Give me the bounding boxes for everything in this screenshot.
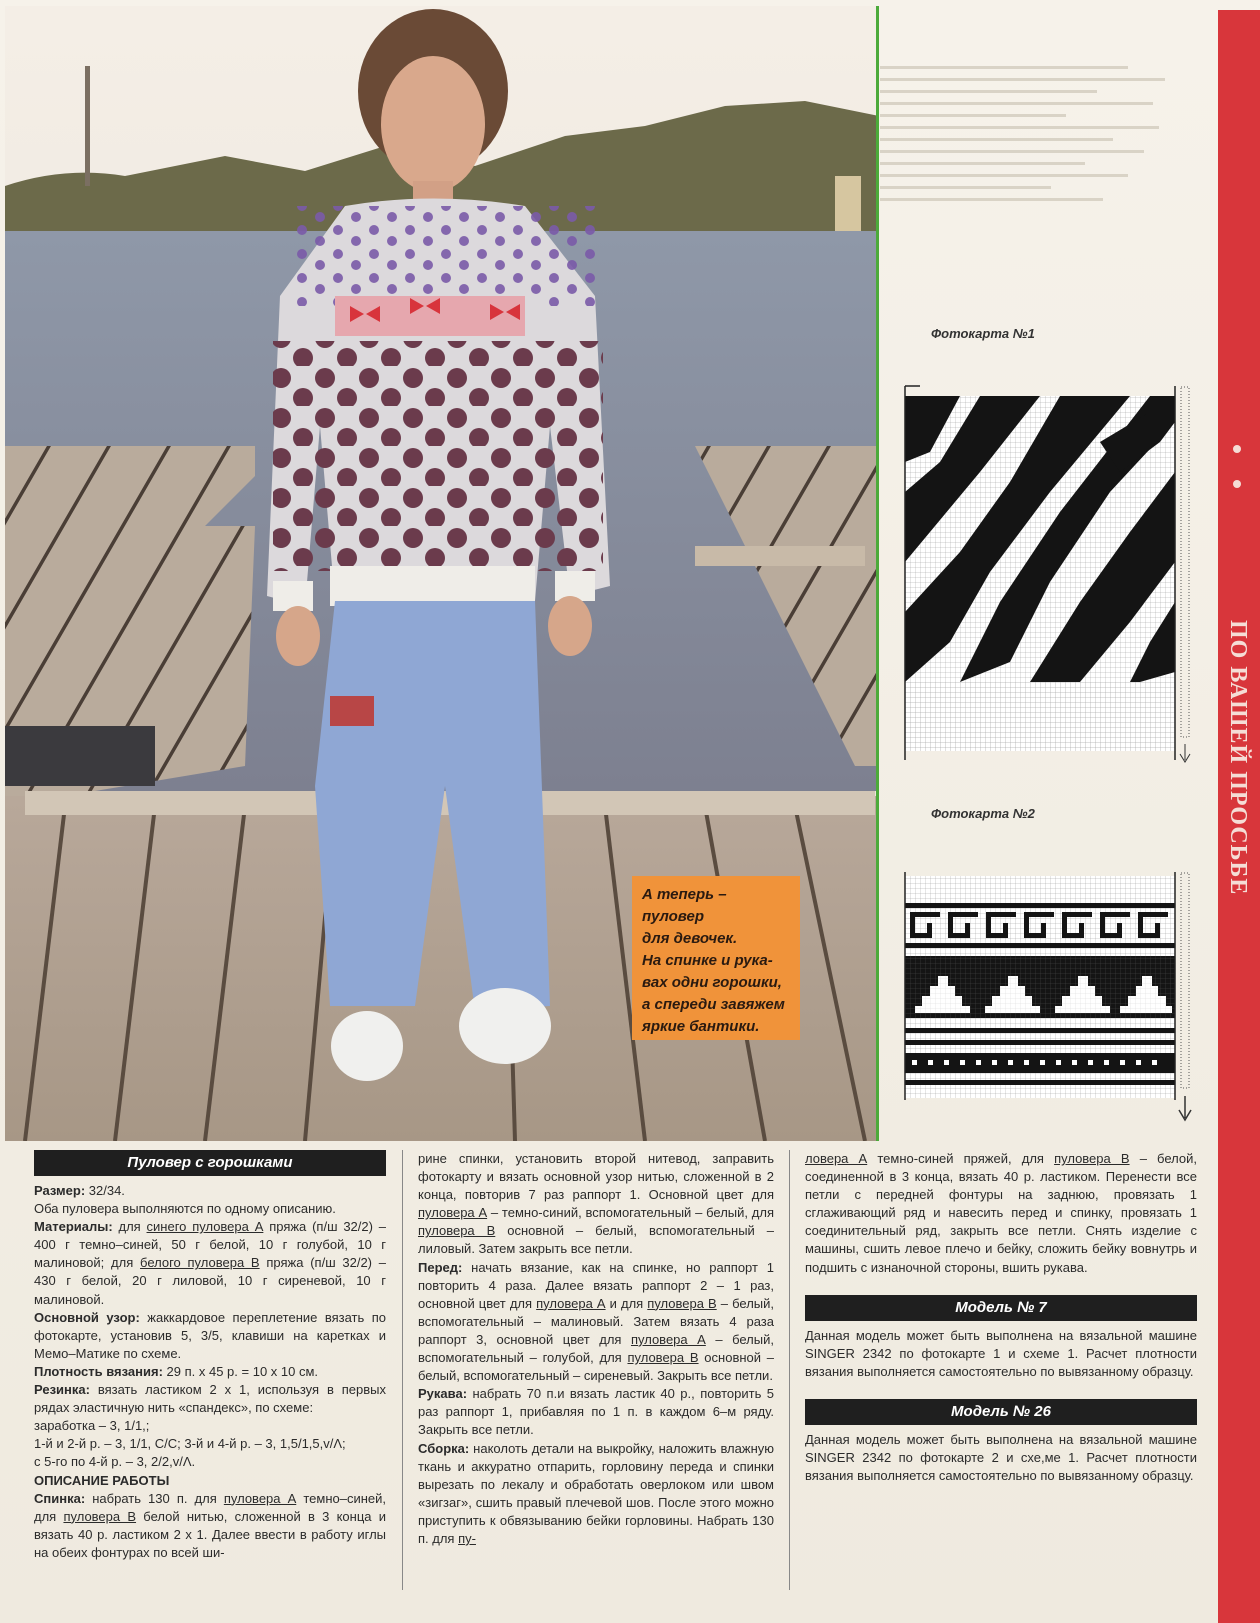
column-divider: [402, 1150, 403, 1590]
front-link: пуловера А: [630, 1331, 706, 1347]
back-text: набрать 130 п. для: [85, 1490, 224, 1506]
text-column-3: [805, 1150, 1197, 1485]
materials-link: синего пуловера А: [146, 1219, 264, 1235]
front-label: Перед:: [418, 1259, 463, 1275]
bleed-through-text: [880, 60, 1190, 210]
front-text: и для: [605, 1295, 648, 1311]
body-text: – темно-синий, вспомогательный – белый, для: [487, 1205, 774, 1221]
rib-label: Резинка:: [34, 1382, 90, 1398]
body-text: основной – белый, вспомогательный – лиловый. Затем закрыть все петли.: [418, 1223, 774, 1257]
pattern-label: Основной узор:: [34, 1309, 140, 1325]
photo-caption-callout: [632, 876, 800, 1040]
front-text: начать вязание, как на спинке, но раппорт 1 повторить 4 раза. Далее вязать раппорт 2 – 1 раз, основной цвет для: [418, 1259, 774, 1311]
rib-text: вязать ластиком 2 х 1, используя в первых рядах эластичную нить «спандекс», по схеме:: [34, 1382, 386, 1416]
rib-scheme-line: с 5-го по 4-й р. – 3, 2/2,v/Λ.: [34, 1454, 196, 1470]
front-link: пуловера В: [627, 1350, 699, 1366]
chart2-title: Фотокарта №2: [931, 806, 1035, 821]
assembly-text: наколоть детали на выкройку, наложить влажную ткань и аккуратно отпарить, горловину переда и спинки вырезать по лекалу и обработать оверлоком или швом «зигзаг», сшить правый плечевой шов. После этого можно приступить к обвязыванию бейки горловины. Набрать 130 п. для: [418, 1440, 774, 1546]
materials-text: пряжа (п/ш 32/2) – 400 г темно–синей, 50 г белой, 10 г голубой, 10 г малиновой; для: [34, 1219, 387, 1271]
body-text: темно-синей пряжей, для: [867, 1151, 1055, 1166]
work-header: ОПИСАНИЕ РАБОТЫ: [34, 1472, 170, 1488]
size-label: Размер:: [34, 1183, 86, 1198]
section-tab-label: ПО ВАШЕЙ ПРОСЬБЕ: [1225, 620, 1251, 896]
callout-line: вах одни горошки,: [642, 974, 782, 991]
size-value: 32/34.: [85, 1183, 125, 1198]
callout-line: для девочек.: [642, 930, 738, 947]
model26-title: Модель № 26: [805, 1399, 1197, 1425]
callout-line: На спинке и рука-: [642, 952, 773, 969]
density-text: 29 п. х 45 р. = 10 х 10 см.: [162, 1363, 319, 1379]
materials-label: Материалы:: [34, 1219, 113, 1235]
front-text: – белый, вспомогательный – малиновый. Затем вязать 4 раза раппорт 3, основной цвет для: [418, 1295, 774, 1347]
back-text: белой нитью, сложенной в 3 конца и вязать 40 р. ластиком 2 х 1. Далее ввести в работу иглы на обеих фонтурах по всей ши-: [34, 1508, 387, 1560]
materials-text: для: [112, 1219, 147, 1235]
section-side-tab: [1218, 10, 1260, 1623]
tab-dot: [1233, 445, 1241, 453]
back-link: пуловера В: [63, 1508, 137, 1524]
callout-line: А теперь – пуловер: [642, 886, 727, 925]
knitting-chart-1: [900, 382, 1200, 777]
front-link: пуловера А: [536, 1295, 606, 1311]
body-link: ловера А: [805, 1151, 868, 1166]
model26-text: Данная модель может быть выполнена на вязальной машине SINGER 2342 по фотокарте 2 и схе,ме 1. Расчет плотности вязания выполняется самостоятельно по вывязанному образцу.: [805, 1431, 1197, 1484]
callout-line: а спереди завяжем: [642, 996, 785, 1013]
text-column-1: [34, 1150, 386, 1562]
chart1-title: Фотокарта №1: [931, 326, 1035, 341]
body-text: – белой, соединенной в 3 конца, вязать 40 р. ластиком. Перенести все петли с передней фонтуры на заднюю, провязать 1 сглаживающий ряд и навесить перед и спинку, провязать 1 соединительный ряд, закрыть все петли. Снять изделие с машины, сшить левое плечо и бейку, сложить бейку вовнутрь и подшить с изнаночной стороны, вшить рукава.: [805, 1151, 1197, 1275]
body-link: пуловера В: [1054, 1151, 1130, 1166]
assembly-link: пу-: [458, 1530, 476, 1546]
density-label: Плотность вязания:: [34, 1363, 163, 1379]
callout-line: яркие бантики.: [642, 1018, 760, 1035]
sleeve-text: набрать 70 п.и вязать ластик 40 р., повторить 5 раз раппорт 1, прибавляя по 1 п. в каждом 6–м ряду. Закрыть все петли.: [418, 1386, 774, 1438]
tab-dot: [1233, 480, 1241, 488]
body-text: рине спинки, установить второй нитевод, заправить фотокарту и вязать основной узор нитью, сложенной в 2 конца, повторив 7 раз раппорт 1. Основной цвет для: [418, 1151, 774, 1203]
body-link: пуловера А: [418, 1205, 488, 1221]
assembly-label: Сборка:: [418, 1440, 470, 1456]
model7-text: Данная модель может быть выполнена на вязальной машине SINGER 2342 по фотокарте 1 и схеме 1. Расчет плотности вязания выполняется самостоятельно по вывязанному образцу.: [805, 1327, 1197, 1379]
sleeve-label: Рукава:: [418, 1386, 468, 1402]
materials-link: белого пуловера В: [140, 1255, 260, 1271]
front-text: – белый, вспомогательный – голубой, для: [418, 1331, 774, 1366]
front-link: пуловера В: [647, 1295, 717, 1311]
materials-text: пряжа (п/ш 32/2) – 430 г белой, 20 г лиловой, 10 г сиреневой, 10 г малиновой.: [34, 1255, 386, 1307]
both-note: Оба пуловера выполняются по одному описанию.: [34, 1201, 336, 1217]
rib-scheme-line: заработка – 3, 1/1,;: [34, 1418, 150, 1434]
text-column-2: [418, 1150, 774, 1548]
body-link: пуловера В: [418, 1223, 496, 1239]
pattern-text: жаккардовое переплетение вязать по фотокарте, установив 5, 3/5, клавиши на каретках и Мемо–Матике по схеме.: [34, 1309, 387, 1361]
rib-scheme-line: 1-й и 2-й р. – 3, 1/1, С/С; 3-й и 4-й р. – 3, 1,5/1,5,v/Λ;: [34, 1436, 346, 1452]
column-divider: [789, 1150, 790, 1590]
model7-title: Модель № 7: [805, 1295, 1197, 1321]
knitting-chart-2: [900, 868, 1200, 1138]
article-title: Пуловер с горошками: [34, 1150, 386, 1176]
back-text: темно–синей, для: [34, 1490, 386, 1524]
back-link: пуловера А: [223, 1490, 297, 1506]
front-text: основной – белый, вспомогательный – сиреневый. Закрыть все петли.: [418, 1350, 775, 1384]
back-label: Спинка:: [34, 1490, 86, 1506]
